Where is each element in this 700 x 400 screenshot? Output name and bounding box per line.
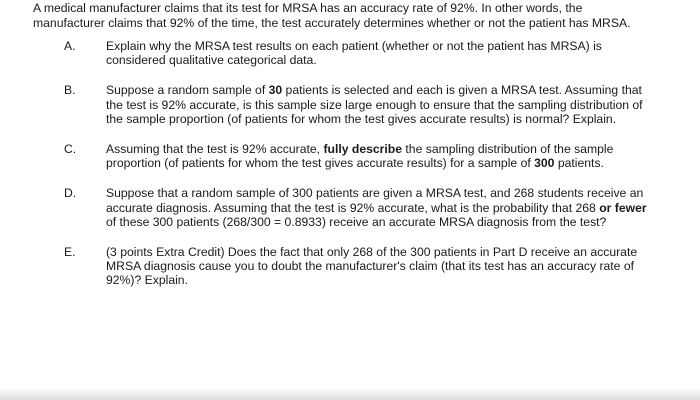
question-text-segment: of these 300 patients (268/300 = 0.8933) receive an accurate MRSA diagnosis from the test?: [106, 214, 607, 229]
page-bottom-shadow: [0, 388, 700, 400]
bold-sample-size: 30: [268, 83, 283, 98]
question-text: [106, 142, 648, 170]
question-letter: D.: [64, 186, 77, 201]
question-text-segment: Assuming that the test is 92% accurate,: [106, 142, 324, 157]
question-text: [106, 39, 648, 67]
question-text-segment: Suppose a random sample of: [106, 83, 269, 98]
question-b: [33, 83, 648, 126]
question-text-segment: the sampling distribution of the sample proportion (of patients for whom the test gives accurate results) for a sample of: [106, 142, 614, 171]
question-d: [33, 186, 648, 229]
question-letter: E.: [64, 245, 76, 260]
question-text: [106, 83, 648, 126]
bold-or-fewer: or fewer: [599, 200, 647, 215]
question-letter: A.: [64, 39, 76, 53]
question-text-segment: (3 points Extra Credit) Does the fact that only 268 of the 300 patients in Part D receive an accurate MRSA diagnosis cause you to doubt the manufacturer's claim (that its test has an accuracy rate of 92%)? Explain.: [106, 245, 638, 288]
bold-fully-describe: fully describe: [323, 142, 403, 157]
question-text: [106, 186, 648, 229]
question-text-segment: patients is selected and each is given a MRSA test. Assuming that the test is 92% accurate, is this sample size large enough to ensure that the sampling distribution of the sample proportion (of patients for whom the test gives accurate results) is normal? Explain.: [106, 83, 643, 126]
question-text-segment: patients.: [554, 156, 604, 171]
question-e: [33, 245, 648, 288]
question-c: [33, 142, 648, 170]
question-text: [106, 245, 648, 288]
question-letter: B.: [64, 83, 76, 98]
question-letter: C.: [64, 142, 77, 157]
question-a: [33, 39, 648, 67]
bold-sample-size: 300: [534, 156, 555, 171]
question-text-segment: Explain why the MRSA test results on each patient (whether or not the patient has MRSA) is considered qualitative categorical data.: [106, 39, 602, 68]
question-text-segment: Suppose that a random sample of 300 patients are given a MRSA test, and 268 students receive an accurate diagnosis. Assuming that the test is 92% accurate, what is the probability that 268: [106, 186, 644, 215]
intro-paragraph: A medical manufacturer claims that its test for MRSA has an accuracy rate of 92%. In other words, the manufacturer claims that 92% of the time, the test accurately determines whether or not the patient has MRSA.: [33, 1, 631, 30]
